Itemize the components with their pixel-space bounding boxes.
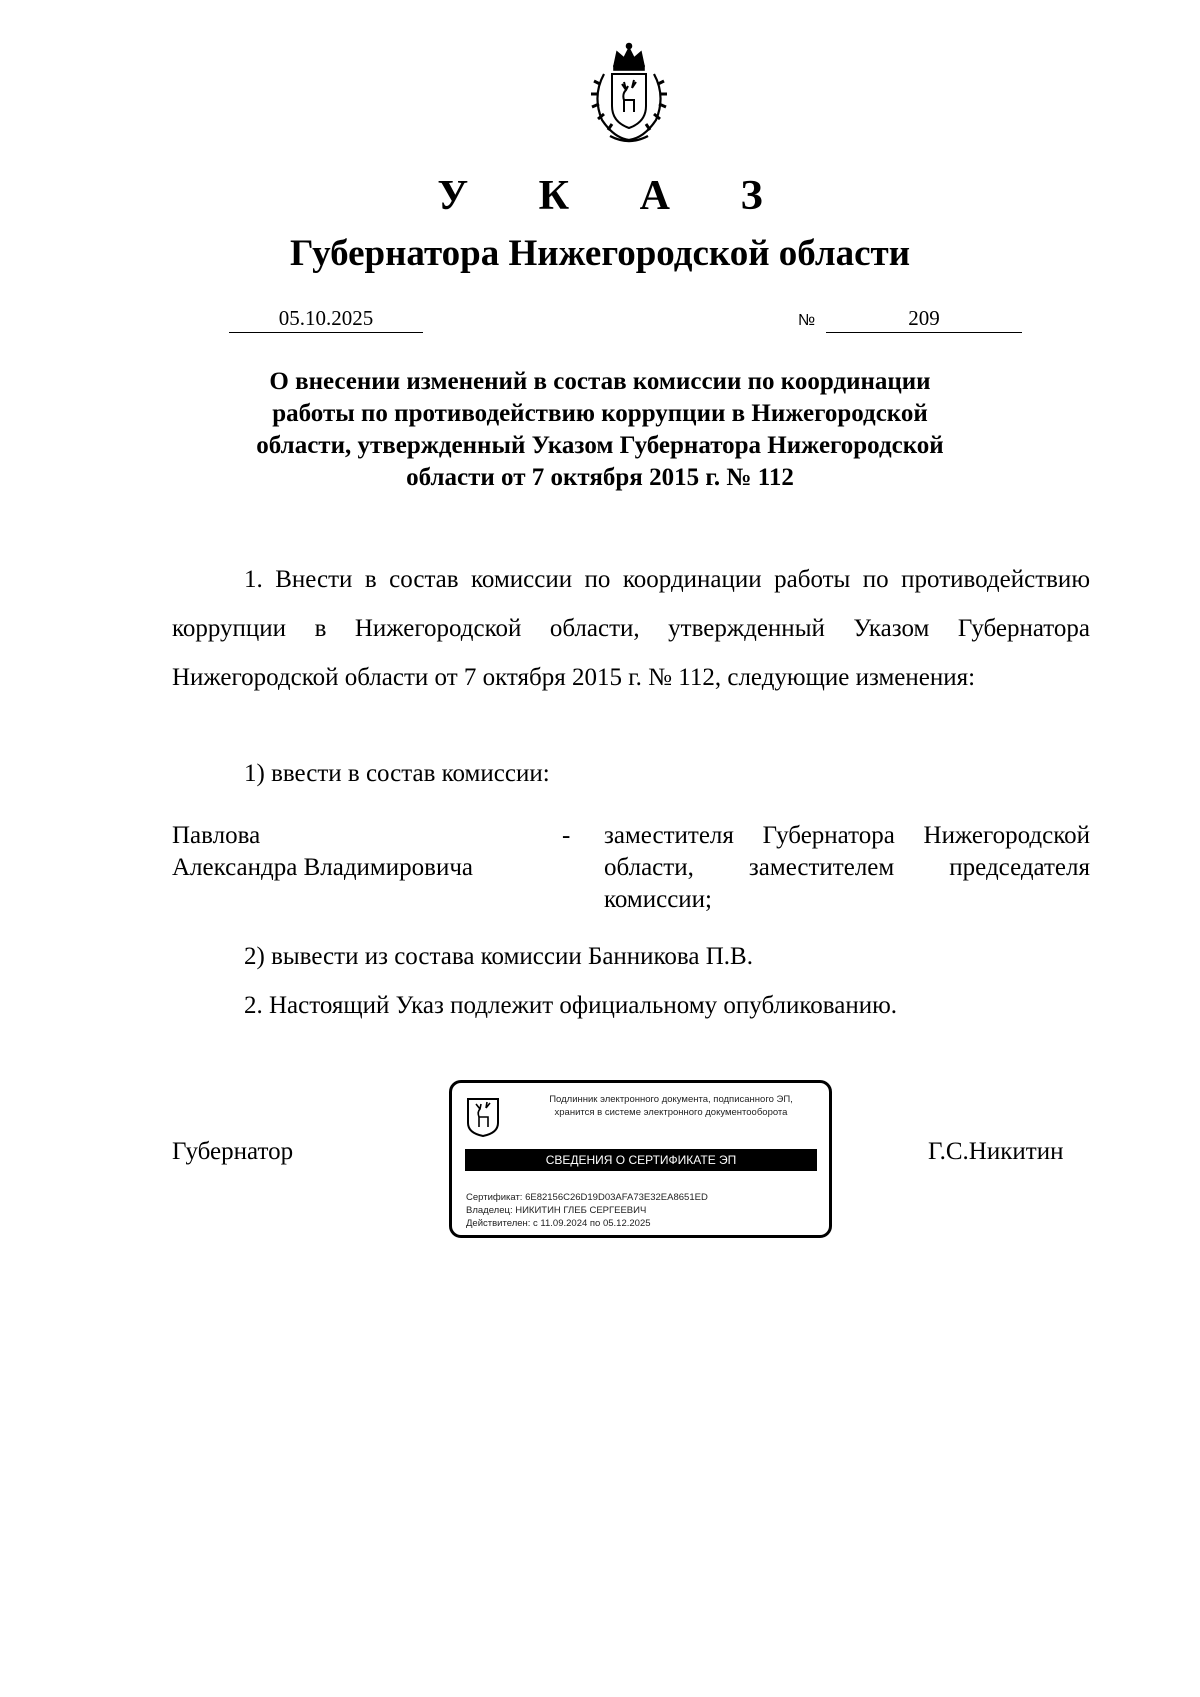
subitem-1: 1) ввести в состав комиссии: [244, 760, 550, 787]
paragraph-2: 2. Настоящий Указ подлежит официальному опубликованию. [244, 992, 898, 1019]
deer-emblem-icon [466, 1097, 500, 1137]
document-date: 05.10.2025 [229, 306, 423, 333]
member-dash: - [562, 822, 571, 849]
title-line: области от 7 октября 2015 г. № 112 [406, 464, 794, 491]
certificate-info-bar: СВЕДЕНИЯ О СЕРТИФИКАТЕ ЭП [465, 1149, 817, 1171]
signature-title: Губернатор [172, 1138, 294, 1165]
member-given-names: Александра Владимировича [172, 854, 473, 881]
subitem-2: 2) вывести из состава комиссии Банникова П.В. [244, 943, 753, 970]
number-label: № [798, 312, 816, 329]
certificate-id: Сертификат: 6E82156C26D19D03AFA73E32EA8651ED [466, 1192, 708, 1203]
document-type-heading: У К А З [437, 173, 793, 219]
stamp-note-line: хранится в системе электронного документооборота [554, 1107, 788, 1118]
signature-name: Г.С.Никитин [928, 1138, 1064, 1165]
title-line: работы по противодействию коррупции в Нижегородской [272, 400, 928, 427]
electronic-signature-stamp [449, 1080, 832, 1238]
document-title [200, 366, 1000, 494]
issuer-heading: Губернатора Нижегородской области [289, 233, 911, 274]
title-line: О внесении изменений в состав комиссии по координации [269, 368, 931, 395]
certificate-owner: Владелец: НИКИТИН ГЛЕБ СЕРГЕЕВИЧ [466, 1205, 647, 1216]
member-role: заместителя Губернатора Нижегородской области, заместителем председателя комиссии; [604, 822, 1090, 913]
title-line: области, утвержденный Указом Губернатора Нижегородской [256, 432, 944, 459]
document-number: 209 [826, 306, 1022, 333]
member-surname: Павлова [172, 822, 261, 849]
paragraph-1: 1. Внести в состав комиссии по координации работы по противодействию коррупции в Нижегородской области, утвержденный Указом Губернатора Нижегородской области от 7 октября 2015 г. № 112, следующие изменения: [172, 566, 1090, 691]
coat-of-arms-emblem [574, 40, 684, 148]
certificate-validity: Действителен: с 11.09.2024 по 05.12.2025 [466, 1218, 651, 1229]
member-name [172, 820, 512, 884]
stamp-note-line: Подлинник электронного документа, подписанного ЭП, [549, 1094, 793, 1105]
